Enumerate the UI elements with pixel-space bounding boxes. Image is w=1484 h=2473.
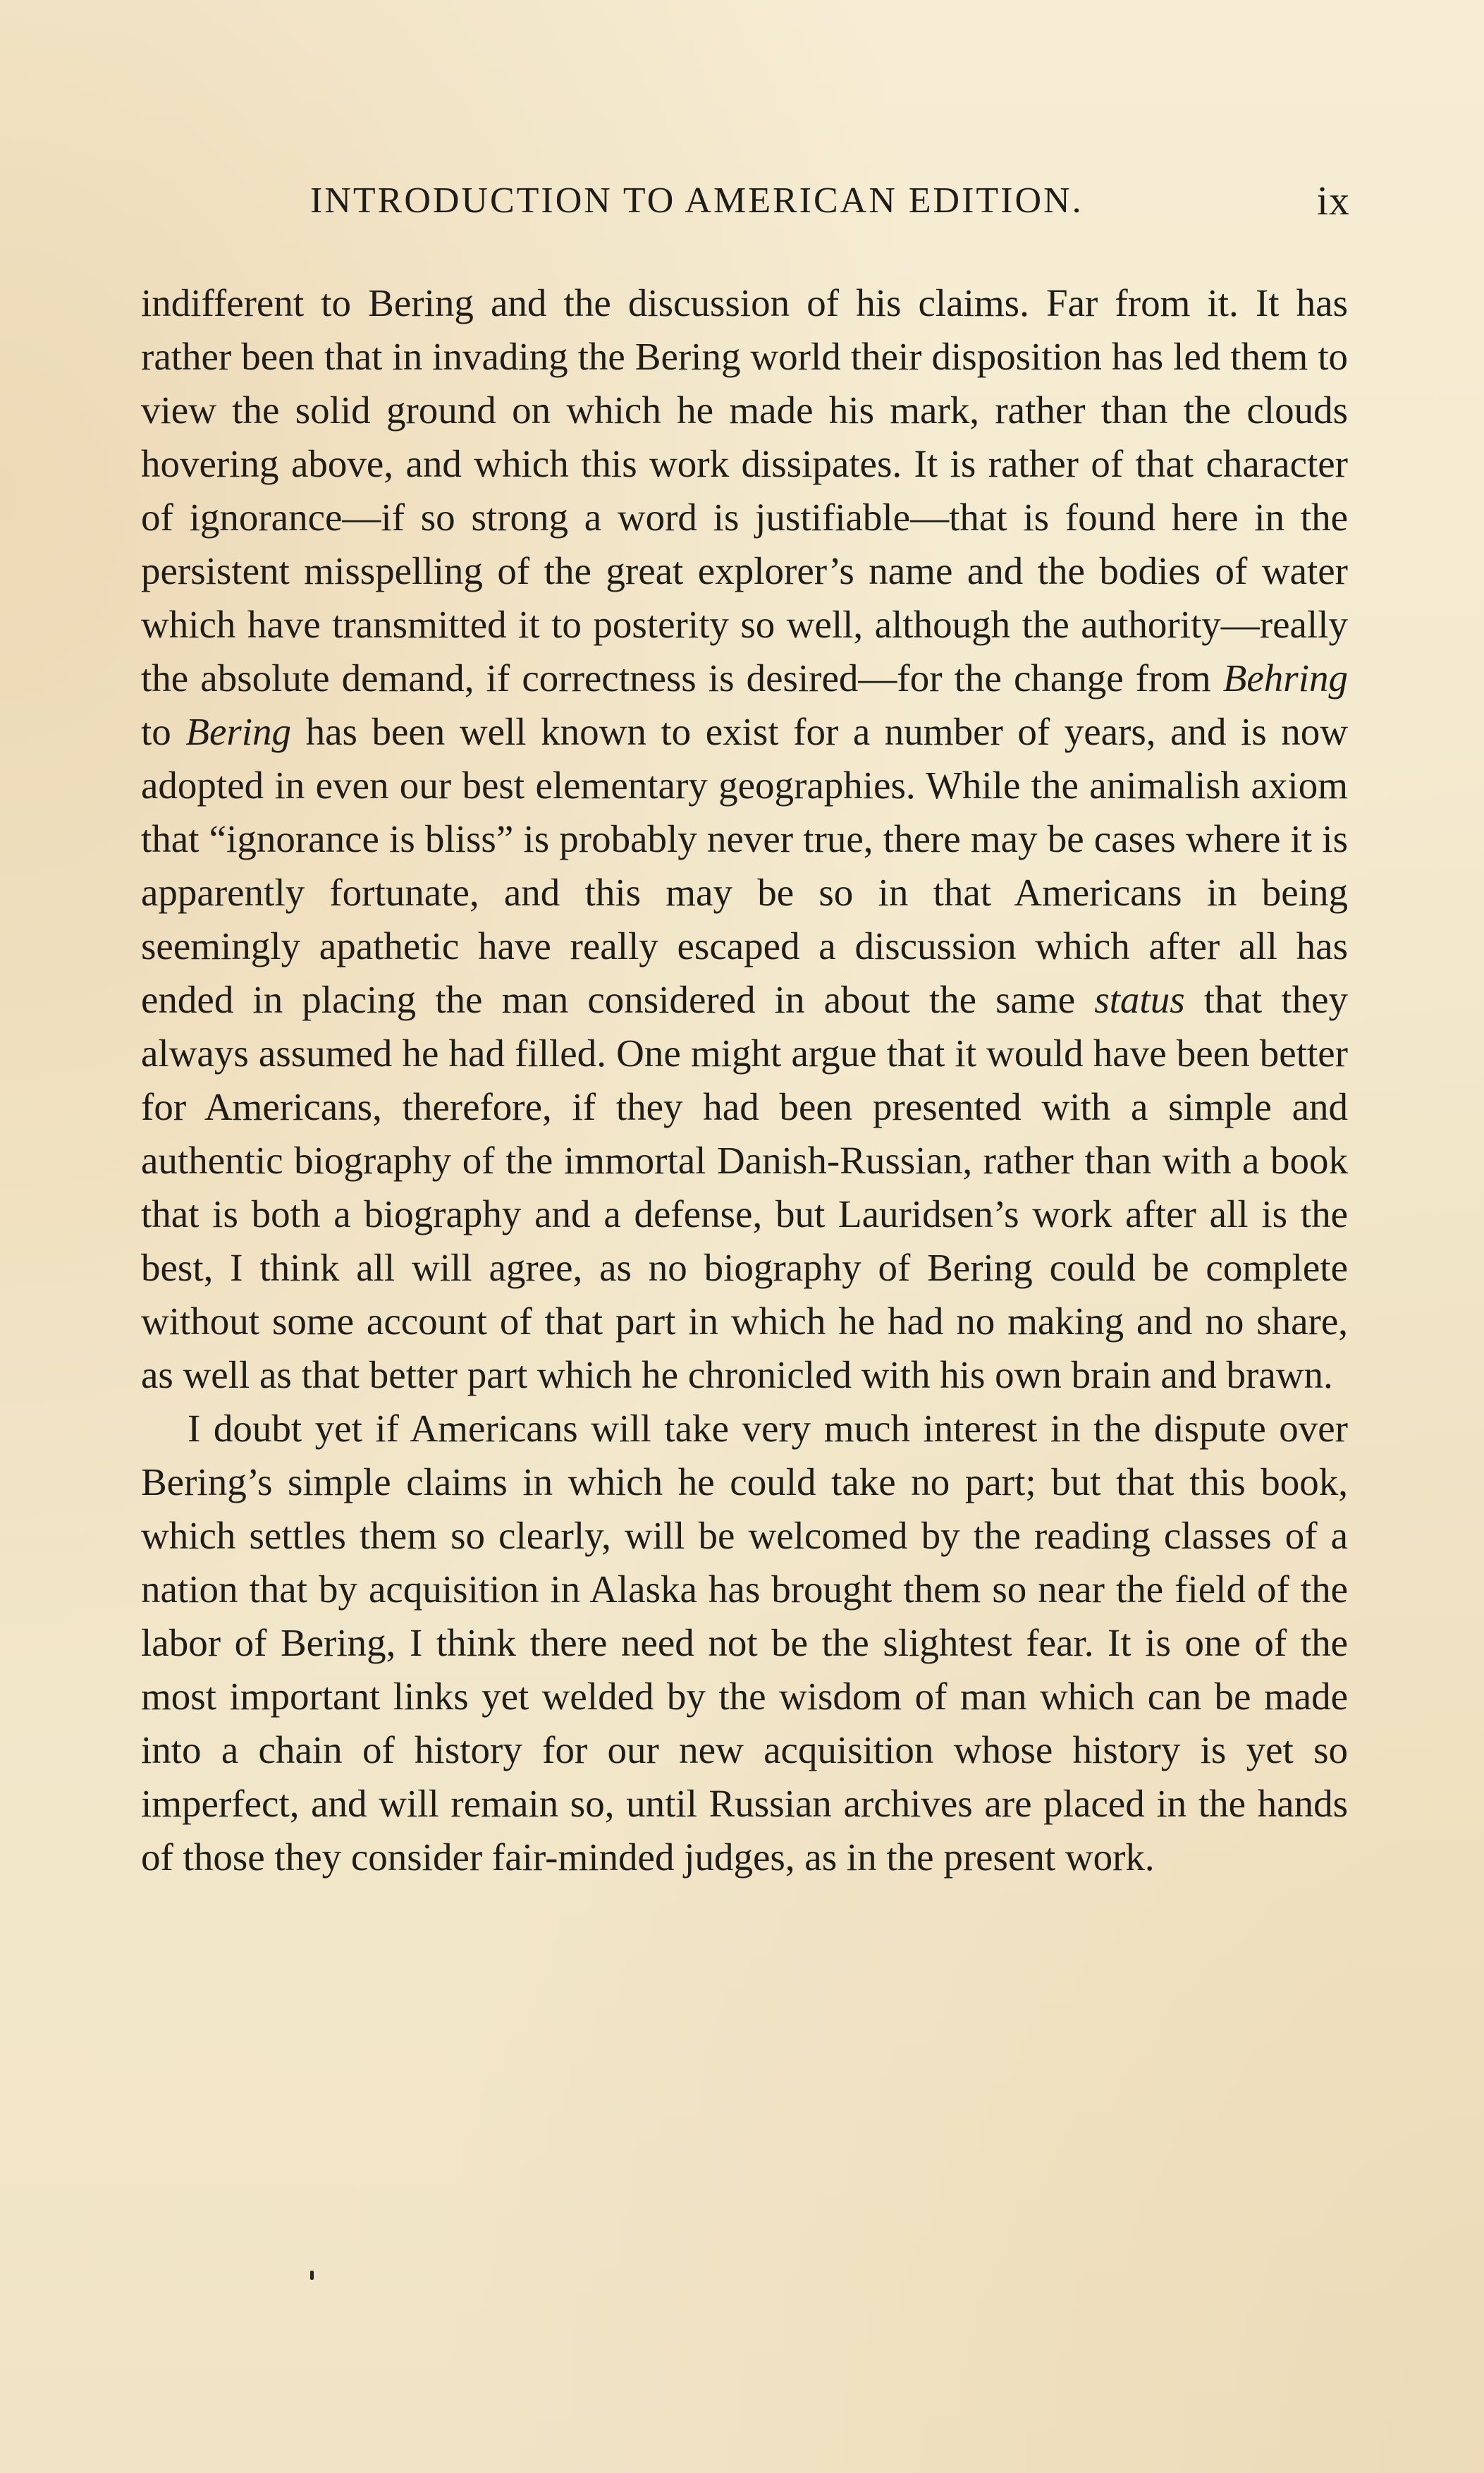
running-head: [310, 173, 1350, 229]
body-text: [141, 276, 1348, 1884]
ink-speck: [310, 2271, 314, 2280]
italic-behring: Behring: [1222, 657, 1348, 700]
paragraph-1-text-3: has been well known to exist for a number of years, and is now adopted in even our best elementary geographies. While the animalish axiom that “ignorance is bliss” is probably never true, there may be cases where it is apparently fortunate, and this may be so in that Americans in being seemingly apathetic have really escaped a discussion which after all has ended in placing the man considered in about the same: [141, 710, 1349, 1021]
paragraph-1-text-4: that they always assumed he had filled. One might argue that it would have been better for Americans, therefore, if they had been presented with a simple and authentic biography of the immortal Danish-Russian, rather than with a book that is both a biography and a defense, but Lauridsen’s work after all is the best, I think all will agree, as no biography of Bering could be complete without some account of that part in which he had no making and no share, as well as that better part which he chronicled with his own brain and brawn.: [141, 978, 1348, 1396]
paragraph-1: [141, 276, 1348, 1402]
paragraph-1-text-1: indifferent to Bering and the discussion of his claims. Far from it. It has rather been that in invading the Bering world their disposition has led them to view the solid ground on which he made his mark, rather than the clouds hovering above, and which this work dissipates. It is rather of that character of ignorance—if so strong a word is justifiable—that is found here in the persistent misspelling of the great explorer’s name and the bodies of water which have transmitted it to posterity so well, although the authority—really the absolute demand, if correctness is desired—for the change from: [141, 281, 1348, 700]
running-title: INTRODUCTION TO AMERICAN EDITION.: [310, 181, 1084, 221]
paragraph-1-text-2: to: [141, 710, 186, 753]
italic-bering: Bering: [185, 710, 292, 753]
page-number: ix: [1316, 178, 1350, 224]
italic-status: status: [1094, 978, 1185, 1021]
paragraph-2: I doubt yet if Americans will take very much interest in the dispute over Bering’s simple claims in which he could take no part; but that this book, which settles them so clearly, will be welcomed by the reading classes of a nation that by acquisition in Alaska has brought them so near the field of the labor of Bering, I think there need not be the slightest fear. It is one of the most important links yet welded by the wisdom of man which can be made into a chain of history for our new acquisition whose history is yet so imperfect, and will remain so, until Russian archives are placed in the hands of those they consider fair-minded judges, as in the present work.: [141, 1407, 1348, 1879]
